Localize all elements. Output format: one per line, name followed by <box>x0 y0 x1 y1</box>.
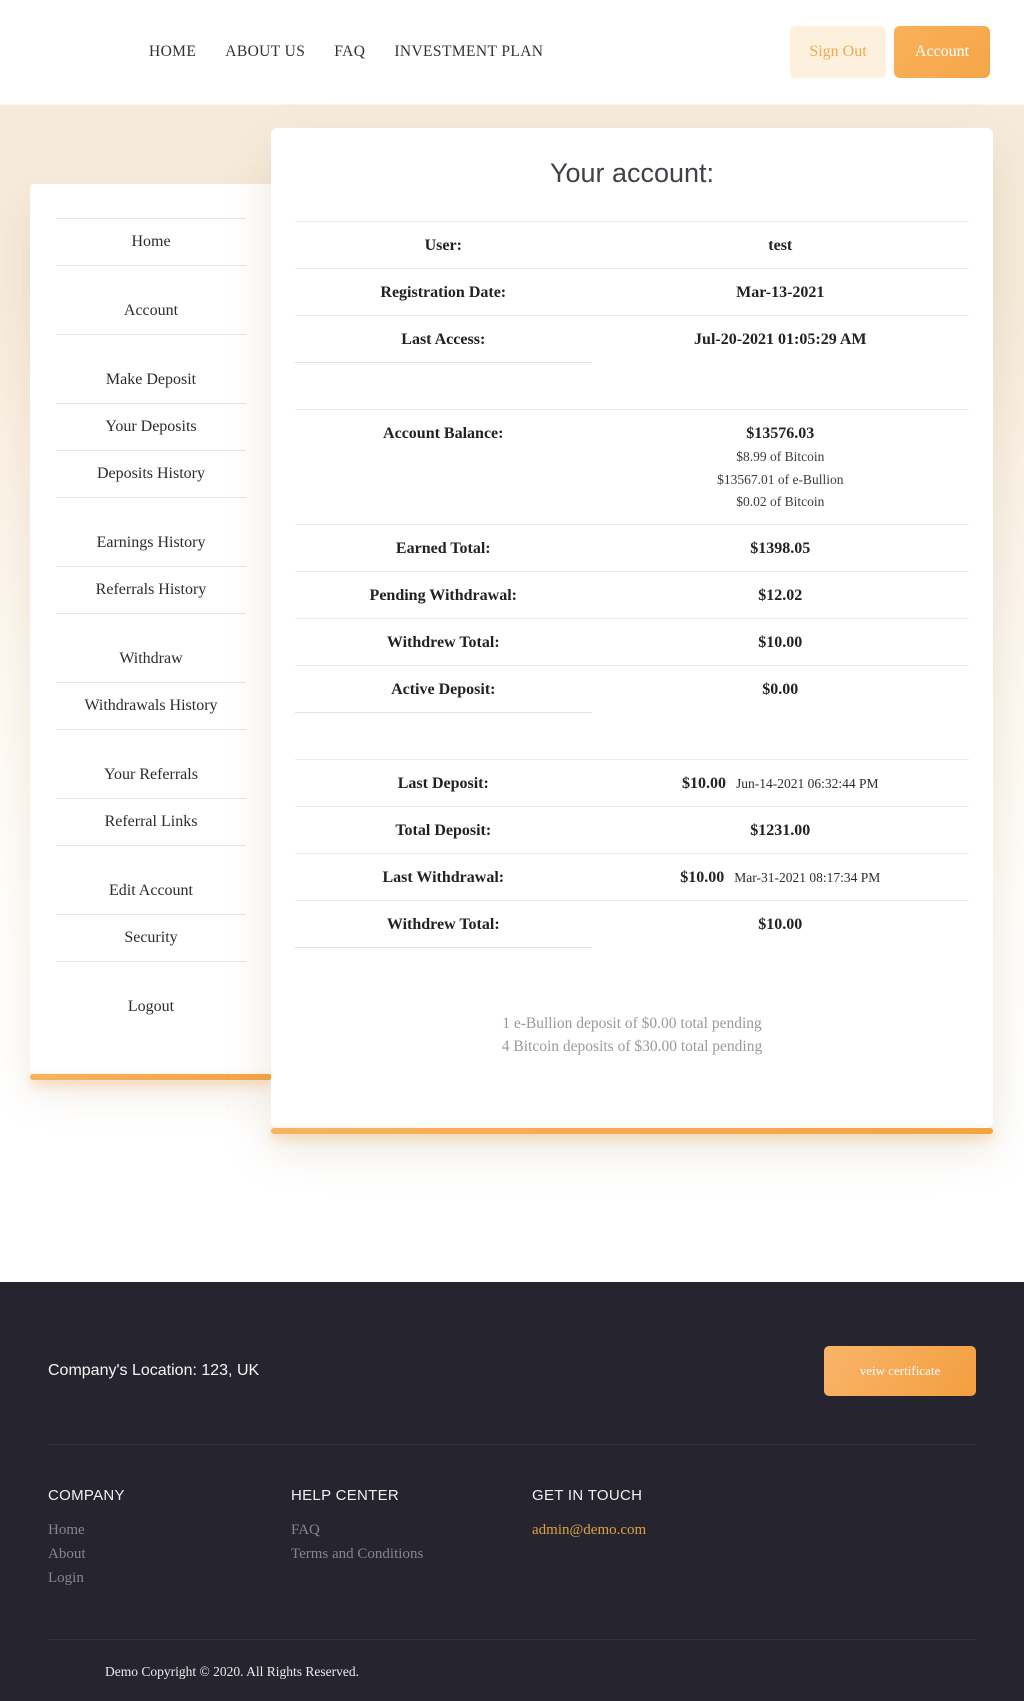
row-label: Account Balance: <box>383 425 504 442</box>
row-value: $1231.00 <box>750 821 811 839</box>
footer-column-help-center <box>291 1487 532 1590</box>
sidebar-accent-bar <box>30 1074 272 1080</box>
row-label-cell <box>295 316 592 362</box>
copyright-text: Demo Copyright © 2020. All Rights Reserved. <box>105 1664 359 1679</box>
row-value: $12.02 <box>758 586 803 604</box>
row-value: Jul-20-2021 01:05:29 AM <box>694 331 867 348</box>
sidebar-item-your-deposits[interactable]: Your Deposits <box>56 404 246 451</box>
row-value: $10.00 <box>680 868 725 886</box>
row-value: $13576.03 <box>746 425 815 442</box>
row-label: Total Deposit: <box>395 821 492 839</box>
table-row <box>295 665 969 712</box>
row-value: $10.00 <box>758 915 803 933</box>
row-label: Registration Date: <box>380 284 507 301</box>
account-button[interactable]: Account <box>894 26 990 78</box>
footer-link-about[interactable]: About <box>48 1546 86 1562</box>
footer-heading: HELP CENTER <box>291 1487 400 1504</box>
nav-item-home[interactable]: HOME <box>149 43 197 60</box>
sidebar-item-logout[interactable]: Logout <box>127 998 175 1015</box>
row-label: User: <box>424 237 462 254</box>
row-label-cell <box>295 807 592 853</box>
row-label: Earned Total: <box>395 539 491 557</box>
footer-heading: COMPANY <box>48 1487 125 1504</box>
pending-note: 4 Bitcoin deposits of $30.00 total pending <box>501 1038 763 1055</box>
row-value: Mar-13-2021 <box>736 284 825 301</box>
row-label: Active Deposit: <box>391 680 496 698</box>
row-value-cell <box>592 666 969 712</box>
sign-out-button[interactable]: Sign Out <box>790 26 886 78</box>
section-end-divider <box>295 712 592 713</box>
table-row <box>295 806 969 853</box>
row-value-line <box>592 772 969 795</box>
top-header <box>0 0 1024 104</box>
sidebar-item-security[interactable]: Security <box>56 915 246 962</box>
row-value-cell <box>592 760 969 806</box>
sidebar-item-your-referrals[interactable]: Your Referrals <box>56 752 246 799</box>
sidebar-item-earnings-history[interactable]: Earnings History <box>56 520 246 567</box>
row-value-line <box>592 913 969 936</box>
table-row <box>295 618 969 665</box>
nav-item-about-us[interactable]: ABOUT US <box>225 43 306 60</box>
row-value-line <box>592 819 969 842</box>
row-value-line <box>592 281 969 304</box>
row-value-cell <box>592 807 969 853</box>
table-row <box>295 524 969 571</box>
balance-breakdown-line: $13567.01 of e-Bullion <box>717 471 844 487</box>
sidebar-item-withdraw[interactable]: Withdraw <box>56 636 246 683</box>
footer-divider <box>48 1444 976 1445</box>
footer-bottom-divider <box>48 1639 976 1640</box>
row-value-cell <box>592 269 969 315</box>
row-value-line <box>592 866 969 889</box>
account-card <box>271 128 993 1128</box>
row-label-cell <box>295 666 592 712</box>
sidebar-item-referrals-history[interactable]: Referrals History <box>56 567 246 614</box>
row-label-cell <box>295 901 592 947</box>
footer-column-get-in-touch <box>532 1487 646 1590</box>
row-label: Last Deposit: <box>397 774 489 792</box>
account-card-accent-bar <box>271 1128 993 1134</box>
row-label: Pending Withdrawal: <box>369 586 517 604</box>
pending-note: 1 e-Bullion deposit of $0.00 total pending <box>502 1014 762 1032</box>
row-value-line <box>592 678 969 701</box>
sidebar-item-home[interactable]: Home <box>56 219 246 266</box>
section-end-divider <box>295 362 592 363</box>
footer-top-row <box>48 1282 976 1396</box>
row-label: Last Access: <box>401 331 486 348</box>
sidebar-item-account[interactable]: Account <box>56 288 246 335</box>
footer-link-admin-demo-com[interactable]: admin@demo.com <box>532 1522 647 1538</box>
balance-breakdown-line: $0.02 of Bitcoin <box>736 494 825 509</box>
table-row <box>295 853 969 900</box>
sidebar <box>30 184 272 1074</box>
table-row <box>295 900 969 947</box>
footer-link-home[interactable]: Home <box>48 1522 85 1538</box>
row-value-cell <box>592 854 969 900</box>
row-value-cell <box>592 525 969 571</box>
row-label-cell <box>295 760 592 806</box>
footer-link-terms-and-conditions[interactable]: Terms and Conditions <box>291 1546 424 1562</box>
row-value-cell <box>592 316 969 362</box>
row-label-cell <box>295 854 592 900</box>
table-row <box>295 759 969 806</box>
sidebar-menu <box>56 218 246 1030</box>
row-value-line <box>592 328 969 351</box>
row-label-cell <box>295 410 592 524</box>
footer-heading: GET IN TOUCH <box>532 1487 643 1504</box>
row-value: $10.00 <box>682 774 726 792</box>
table-row <box>295 221 969 268</box>
row-label-cell <box>295 525 592 571</box>
nav-item-investment-plan[interactable]: INVESTMENT PLAN <box>394 43 544 60</box>
row-label-cell <box>295 572 592 618</box>
row-value-line <box>592 537 969 560</box>
footer-link-login[interactable]: Login <box>48 1570 84 1586</box>
row-value-date: Jun-14-2021 06:32:44 PM <box>736 775 879 791</box>
pending-notes <box>295 1012 969 1059</box>
table-row <box>295 315 969 362</box>
row-value: $0.00 <box>762 680 799 698</box>
row-label-cell <box>295 619 592 665</box>
row-value-cell <box>592 410 969 524</box>
sidebar-item-edit-account[interactable]: Edit Account <box>56 868 246 915</box>
account-table-section <box>295 221 969 363</box>
row-label: Withdrew Total: <box>386 633 500 651</box>
row-value-line <box>592 631 969 654</box>
row-value-cell <box>592 572 969 618</box>
sidebar-item-make-deposit[interactable]: Make Deposit <box>56 357 246 404</box>
row-value-line <box>592 234 969 257</box>
row-value: test <box>768 237 793 254</box>
section-end-divider <box>295 947 592 948</box>
sidebar-item-deposits-history[interactable]: Deposits History <box>56 451 246 498</box>
balance-breakdown-line: $8.99 of Bitcoin <box>736 449 825 464</box>
row-value-date: Mar-31-2021 08:17:34 PM <box>734 869 881 885</box>
row-value-cell <box>592 222 969 268</box>
row-value-line <box>592 422 969 445</box>
row-label-cell <box>295 269 592 315</box>
row-value-line <box>592 584 969 607</box>
account-table-section <box>295 759 969 948</box>
table-row <box>295 409 969 524</box>
row-label: Last Withdrawal: <box>382 868 505 886</box>
footer-column-company <box>48 1487 291 1590</box>
row-label-cell <box>295 222 592 268</box>
account-table-section <box>295 409 969 713</box>
table-row <box>295 268 969 315</box>
account-table <box>295 221 969 948</box>
row-label: Withdrew Total: <box>386 915 500 933</box>
page-title: Your account: <box>549 158 715 188</box>
view-certificate-button[interactable]: veiw certificate <box>824 1346 976 1396</box>
nav-item-faq[interactable]: FAQ <box>334 43 366 60</box>
row-value-cell <box>592 901 969 947</box>
footer-link-faq[interactable]: FAQ <box>291 1522 320 1538</box>
company-location-text: Company's Location: 123, UK <box>48 1362 260 1379</box>
main-nav <box>149 43 543 61</box>
row-value-cell <box>592 619 969 665</box>
footer-columns <box>48 1487 976 1590</box>
sidebar-item-referral-links[interactable]: Referral Links <box>56 799 246 846</box>
row-value: $10.00 <box>758 633 803 651</box>
row-value: $1398.05 <box>750 539 811 557</box>
footer <box>0 1282 1024 1701</box>
sidebar-item-withdrawals-history[interactable]: Withdrawals History <box>56 683 246 730</box>
table-row <box>295 571 969 618</box>
